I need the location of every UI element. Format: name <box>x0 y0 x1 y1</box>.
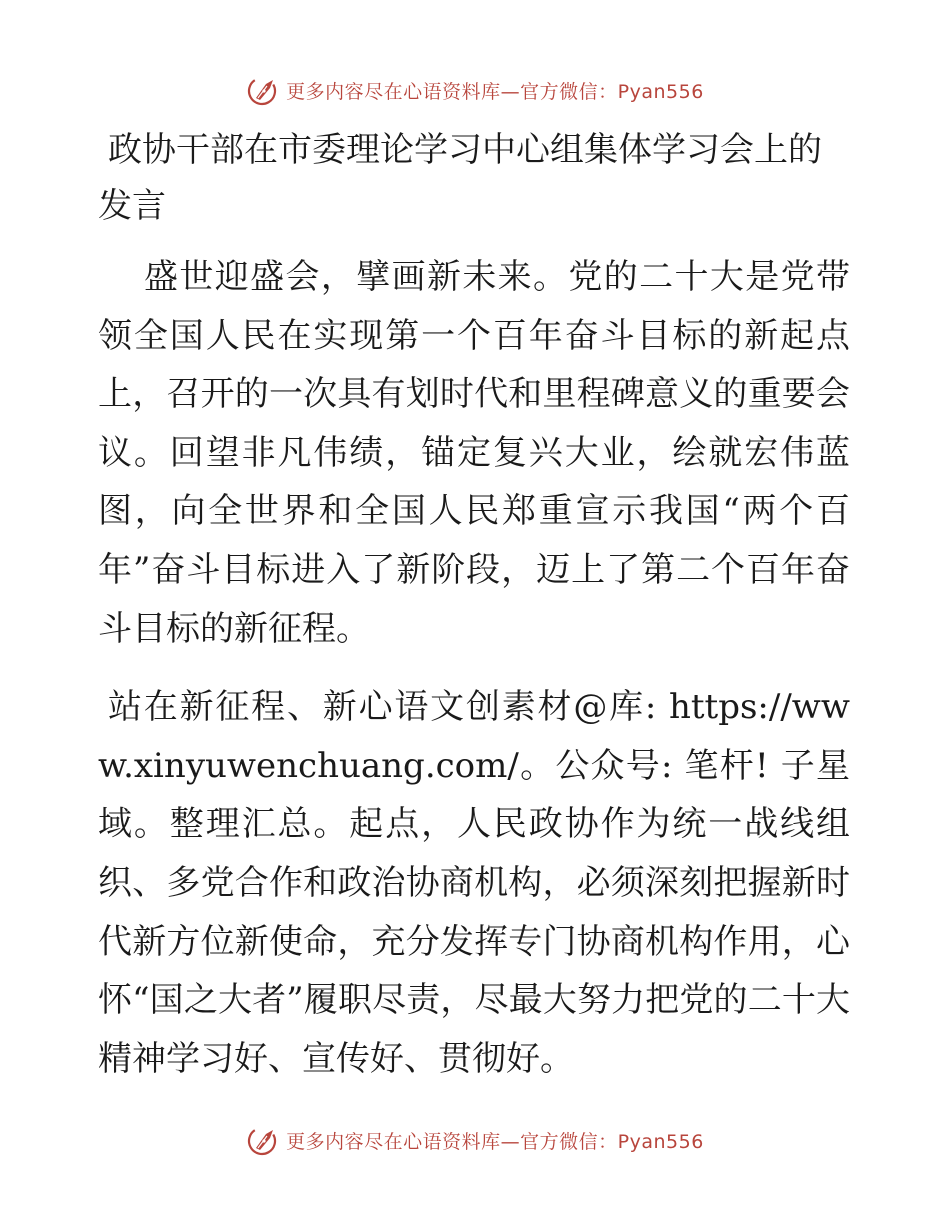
header-watermark-banner <box>0 70 950 110</box>
pen-nib-logo-icon <box>246 72 282 108</box>
header-banner-text: 更多内容尽在心语资料库—官方微信：Pyan556 <box>286 80 704 103</box>
footer-banner-text: 更多内容尽在心语资料库—官方微信：Pyan556 <box>286 1130 704 1153</box>
document-body <box>98 122 850 1088</box>
paragraph-1: 盛世迎盛会，擘画新未来。党的二十大是党带领全国人民在实现第一个百年奋斗目标的新起点上，召开的一次具有划时代和里程碑意义的重要会议。回望非凡伟绩，锚定复兴大业，绘就宏伟蓝图，向全世界和全国人民郑重宣示我国“两个百年”奋斗目标进入了新阶段，迈上了第二个百年奋斗目标的新征程。 <box>98 257 850 649</box>
footer-watermark-banner <box>0 1120 950 1160</box>
pen-nib-logo-icon <box>246 1122 282 1158</box>
paragraph-2: 站在新征程、新心语文创素材@库: https://www.xinyuwenchuang.com/。公众号: 笔杆! 子星域。整理汇总。起点，人民政协作为统一战线组织、多党合作和政治协商机构，必须深刻把握新时代新方位新使命，充分发挥专门协商机构作用，心怀“国之大者”履职尽责，尽最大努力把党的二十大精神学习好、宣传好、贯彻好。 <box>98 687 850 1079</box>
document-title: 政协干部在市委理论学习中心组集体学习会上的发言 <box>98 130 822 226</box>
